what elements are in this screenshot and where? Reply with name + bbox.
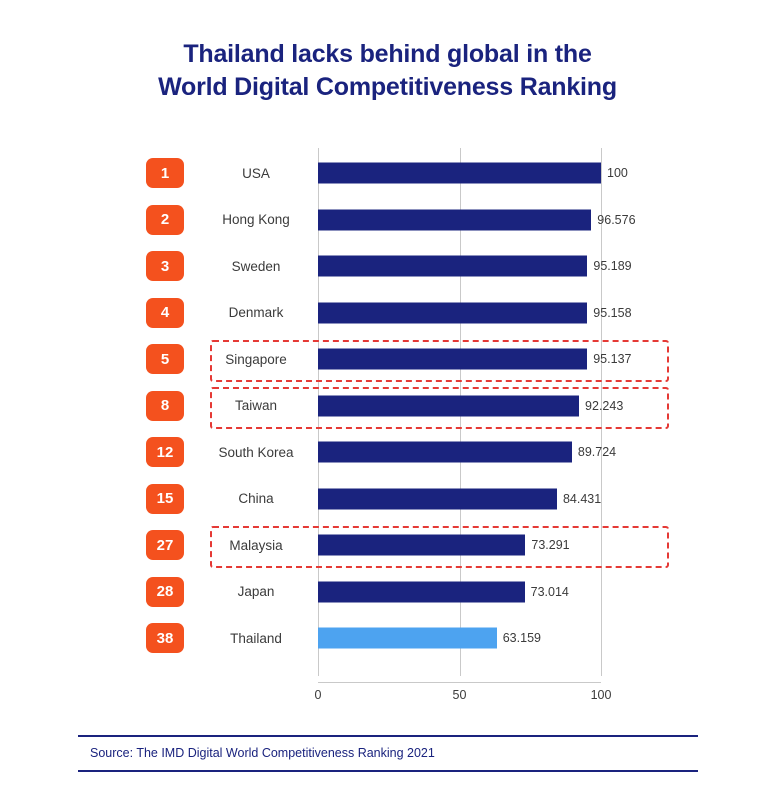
bar bbox=[318, 302, 587, 323]
table-row bbox=[0, 243, 775, 290]
bar bbox=[318, 535, 525, 556]
country-label: Denmark bbox=[228, 305, 284, 321]
bar bbox=[318, 442, 572, 463]
x-axis-line bbox=[318, 682, 601, 683]
table-row bbox=[0, 290, 775, 337]
x-axis bbox=[314, 682, 612, 710]
bar-chart bbox=[0, 140, 775, 710]
table-row bbox=[0, 429, 775, 476]
rank-badge: 8 bbox=[146, 391, 184, 421]
chart-rows bbox=[0, 150, 775, 662]
x-tick-label: 100 bbox=[590, 688, 612, 702]
bar-track bbox=[318, 615, 601, 662]
bar bbox=[318, 395, 579, 416]
bar-value-label: 73.291 bbox=[531, 538, 570, 553]
table-row bbox=[0, 197, 775, 244]
source-text: Source: The IMD Digital World Competitiveness Ranking 2021 bbox=[90, 746, 435, 760]
table-row bbox=[0, 336, 775, 383]
rank-badge: 12 bbox=[146, 437, 184, 467]
bar bbox=[318, 349, 587, 370]
table-row bbox=[0, 569, 775, 616]
table-row bbox=[0, 615, 775, 662]
country-label: Hong Kong bbox=[222, 212, 290, 228]
bar-value-label: 84.431 bbox=[562, 491, 602, 506]
bar-value-label: 100 bbox=[607, 166, 628, 181]
bar bbox=[318, 209, 591, 230]
country-label: USA bbox=[242, 165, 270, 181]
bar-value-label: 95.189 bbox=[593, 259, 632, 274]
rank-badge: 4 bbox=[146, 298, 184, 328]
table-row bbox=[0, 383, 775, 430]
bar bbox=[318, 581, 525, 602]
page-title bbox=[0, 0, 775, 104]
bar-track bbox=[318, 243, 632, 290]
bar-value-label: 95.137 bbox=[593, 352, 632, 367]
bar bbox=[318, 256, 587, 277]
bar-track bbox=[318, 383, 624, 430]
country-label: South Korea bbox=[218, 444, 294, 460]
rank-badge: 15 bbox=[146, 484, 184, 514]
title-line-1: Thailand lacks behind global in the bbox=[183, 40, 592, 68]
bar-track bbox=[318, 476, 601, 523]
bar-track bbox=[318, 336, 632, 383]
rank-badge: 27 bbox=[146, 530, 184, 560]
rank-badge: 2 bbox=[146, 205, 184, 235]
bar-track bbox=[318, 569, 601, 616]
country-label: China bbox=[238, 491, 274, 507]
bar bbox=[318, 628, 497, 649]
bar-track bbox=[318, 290, 632, 337]
bar-track bbox=[318, 150, 628, 197]
table-row bbox=[0, 150, 775, 197]
country-label: Japan bbox=[237, 584, 275, 600]
rank-badge: 1 bbox=[146, 158, 184, 188]
country-label: Sweden bbox=[231, 258, 281, 274]
bar-value-label: 63.159 bbox=[502, 631, 541, 646]
bar-track bbox=[318, 522, 601, 569]
country-label: Taiwan bbox=[234, 398, 278, 414]
bar-track bbox=[318, 429, 617, 476]
bar-track bbox=[318, 197, 636, 244]
rank-badge: 3 bbox=[146, 251, 184, 281]
bar-value-label: 96.576 bbox=[597, 212, 636, 227]
country-label: Malaysia bbox=[229, 537, 283, 553]
bar-value-label: 95.158 bbox=[593, 305, 632, 320]
bar-value-label: 89.724 bbox=[577, 445, 617, 460]
bar bbox=[318, 488, 557, 509]
source-bar bbox=[78, 735, 698, 772]
x-tick-label: 50 bbox=[452, 688, 467, 702]
rank-badge: 28 bbox=[146, 577, 184, 607]
rank-badge: 38 bbox=[146, 623, 184, 653]
bar bbox=[318, 163, 601, 184]
title-line-2: World Digital Competitiveness Ranking bbox=[158, 73, 617, 101]
country-label: Singapore bbox=[225, 351, 287, 367]
bar-value-label: 73.014 bbox=[530, 584, 569, 599]
rank-badge: 5 bbox=[146, 344, 184, 374]
bar-value-label: 92.243 bbox=[585, 398, 624, 413]
country-label: Thailand bbox=[230, 630, 282, 646]
table-row bbox=[0, 476, 775, 523]
x-tick-label: 0 bbox=[314, 688, 322, 702]
table-row bbox=[0, 522, 775, 569]
